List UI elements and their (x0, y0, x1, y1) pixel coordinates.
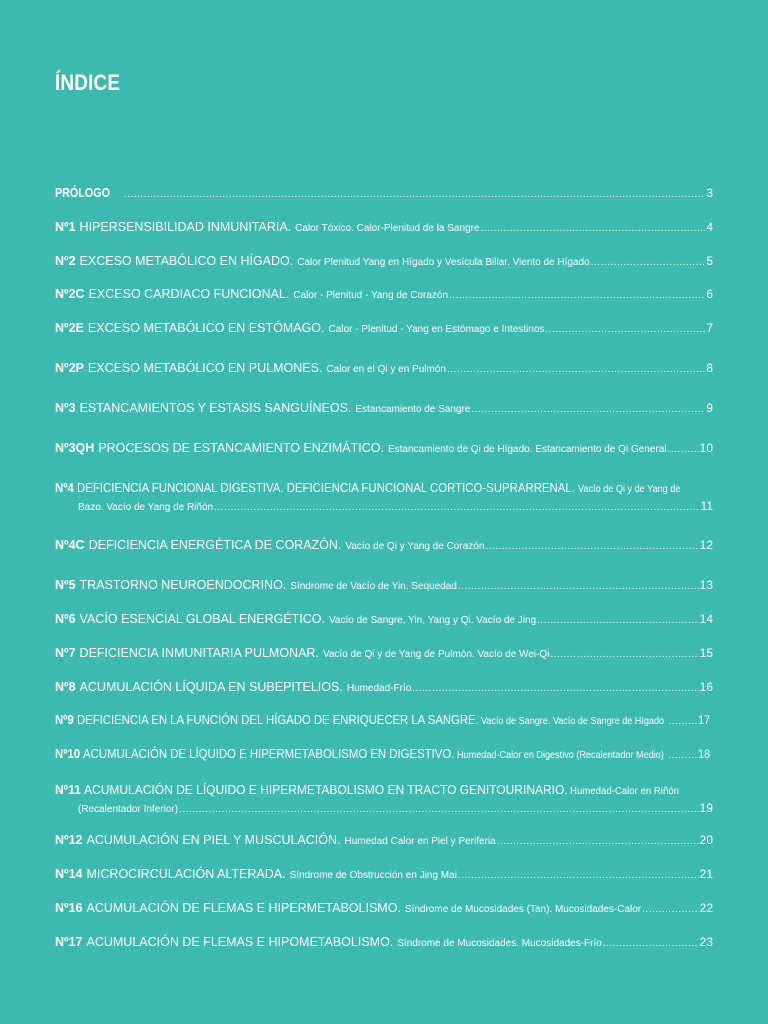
entry-title: DEFICIENCIA EN LA FUNCIÓN DEL HÍGADO DE ENRIQUECER LA SANGRE. (76, 713, 479, 727)
entry-title: ACUMULACIÓN LÍQUIDA EN SUBEPITELIOS. (79, 680, 343, 694)
page-number: 10 (699, 441, 713, 455)
entry-title: ACUMULACIÓN DE FLEMAS E HIPERMETABOLISMO. (86, 901, 401, 915)
entry-subtitle: Vacío de Qi y Yang de Corazón (345, 541, 485, 552)
entry-subtitle: Vacío de Qi y de Yang de Pulmón. Vacío de Wei-Qi (322, 649, 550, 660)
dot-leader (481, 220, 706, 238)
entry-code: Nº4 (55, 481, 74, 495)
entry-subtitle: Calor Tóxico. Calor-Plenitud de la Sangre (295, 223, 480, 234)
page-number: 7 (706, 321, 713, 335)
entry-code: Nº2 (55, 254, 76, 268)
toc-entry-n4c[interactable] (55, 536, 713, 554)
entry-title: EXCESO CARDIACO FUNCIONAL. (88, 287, 290, 301)
entry-code: Nº14 (55, 867, 83, 881)
entry-title: DEFICIENCIA INMUNITARIA PULMONAR. (79, 646, 319, 660)
page-number: 8 (706, 361, 713, 375)
entry-code: Nº9 (55, 713, 74, 727)
dot-leader (591, 254, 706, 272)
entry-code: Nº3QH (55, 441, 95, 455)
dot-leader (545, 321, 705, 339)
entry-code: Nº3 (55, 401, 76, 415)
toc-entry-n1[interactable] (55, 218, 713, 236)
entry-subtitle: Calor en el Qi y en Pulmón (326, 364, 446, 375)
entry-subtitle: Estancamiento de Qi de Hígado. Estancamiento de Qi General (387, 444, 667, 455)
toc-entry-n4[interactable] (55, 479, 713, 515)
dot-leader (603, 935, 699, 953)
entry-subtitle: Síndrome de Obstrucción en Jing Mai (289, 870, 457, 881)
page-number: 9 (706, 401, 713, 415)
page-number: 21 (699, 867, 713, 881)
entry-title: DEFICIENCIA FUNCIONAL DIGESTIVA. DEFICIENCIA FUNCIONAL CORTICO-SUPRARRENAL. (76, 481, 575, 495)
toc-entry-n2[interactable] (55, 252, 713, 270)
entry-subtitle: Humedad-Frío (346, 683, 412, 694)
entry-title: ACUMULACIÓN EN PIEL Y MUSCULACIÓN. (86, 833, 341, 847)
entry-code: Nº5 (55, 578, 76, 592)
page-title: ÍNDICE (55, 70, 121, 95)
toc-entry-n2p[interactable] (55, 359, 713, 377)
entry-code: Nº10 (55, 747, 81, 761)
entry-code: PRÓLOGO (55, 186, 110, 200)
toc-entry-n16[interactable] (55, 899, 713, 917)
toc-entry-n5[interactable] (55, 576, 713, 594)
entry-title: ACUMULACIÓN DE LÍQUIDO E HIPERMETABOLISMO EN TRACTO GENITOURINARIO. (83, 783, 568, 797)
dot-leader (485, 538, 698, 556)
entry-code: Nº4C (55, 538, 85, 552)
entry-title: ESTANCAMIENTOS Y ESTASIS SANGUÍNEOS. (79, 401, 352, 415)
toc-entry-n9[interactable] (55, 711, 713, 729)
entry-title: ACUMULACIÓN DE LÍQUIDO E HIPERMETABOLISMO EN DIGESTIVO. (83, 747, 455, 761)
entry-code: Nº2E (55, 321, 84, 335)
entry-subtitle: Calor Plenitud Yang en Hígado y Vesícula Biliar. Viento de Hígado (297, 257, 590, 268)
dot-leader (642, 901, 699, 919)
page-number: 12 (699, 538, 713, 552)
toc-entry-n11[interactable] (55, 781, 713, 817)
page-number: 14 (699, 612, 713, 626)
dot-leader (214, 499, 699, 517)
entry-title: ACUMULACIÓN DE FLEMAS E HIPOMETABOLISMO. (86, 935, 394, 949)
dot-leader (458, 578, 699, 596)
entry-subtitle: Humedad-Calor en Digestivo (Recalentador Medio) (457, 750, 665, 761)
page-number: 23 (699, 935, 713, 949)
toc-entry-n3qh[interactable] (55, 439, 713, 457)
dot-leader (667, 441, 698, 459)
page-number: 13 (699, 578, 713, 592)
entry-title: MICROCIRCULACIÓN ALTERADA. (86, 867, 286, 881)
toc-entry-n10[interactable] (55, 745, 713, 763)
dot-leader (458, 867, 699, 885)
entry-code: Nº12 (55, 833, 83, 847)
toc-entry-n6[interactable] (55, 610, 713, 628)
toc-entry-prologo[interactable] (55, 184, 713, 202)
entry-title: EXCESO METABÓLICO EN HÍGADO. (79, 254, 294, 268)
page-number: 6 (706, 287, 713, 301)
entry-title: DEFICIENCIA ENERGÉTICA DE CORAZÓN. (88, 538, 342, 552)
toc-entry-n14[interactable] (55, 865, 713, 883)
entry-subtitle-continued: Bazo. Vacío de Yang de Riñón (78, 502, 214, 513)
toc-entry-n3[interactable] (55, 399, 713, 417)
entry-title: VACÍO ESENCIAL GLOBAL ENERGÉTICO. (79, 612, 325, 626)
entry-code: Nº16 (55, 901, 83, 915)
entry-subtitle: Síndrome de Vacío de Yin. Sequedad (290, 581, 457, 592)
entry-code: Nº6 (55, 612, 76, 626)
page-number: 16 (699, 680, 713, 694)
dot-leader (550, 646, 698, 664)
entry-code: Nº2C (55, 287, 85, 301)
entry-subtitle: Síndrome de Mucosidades (Tan). Mucosidades-Calor (404, 904, 642, 915)
page-number: 3 (706, 186, 713, 200)
dot-leader (471, 401, 705, 419)
page-number: 11 (700, 499, 713, 513)
entry-title: TRASTORNO NEUROENDOCRINO. (79, 578, 287, 592)
toc-entry-n2e[interactable] (55, 319, 713, 337)
toc-entry-n12[interactable] (55, 831, 713, 849)
entry-subtitle: Vacío de Qi y de Yang de (577, 484, 681, 495)
entry-title: HIPERSENSIBILIDAD INMUNITARIA. (79, 220, 292, 234)
dot-leader (449, 287, 705, 305)
entry-subtitle: Humedad Calor en Piel y Periferia (344, 836, 496, 847)
entry-subtitle: Síndrome de Mucosidades. Mucosidades-Frío (397, 938, 602, 949)
entry-title: PROCESOS DE ESTANCAMIENTO ENZIMÁTICO. (98, 441, 384, 455)
page-number: 17 (697, 713, 711, 727)
entry-subtitle: Estancamiento de Sangre (355, 404, 471, 415)
entry-code: Nº17 (55, 935, 83, 949)
entry-subtitle: Calor - Plenitud - Yang de Corazón (293, 290, 449, 301)
dot-leader (497, 833, 699, 851)
entry-code: Nº7 (55, 646, 76, 660)
dot-leader (447, 361, 705, 379)
entry-code: Nº11 (55, 783, 81, 797)
entry-subtitle-continued: (Recalentador Inferior) (78, 804, 179, 815)
entry-code: Nº2P (55, 361, 84, 375)
dot-leader (668, 713, 697, 731)
page-number: 22 (699, 901, 713, 915)
entry-subtitle: Humedad-Calor en Riñón (570, 786, 680, 797)
entry-title: EXCESO METABÓLICO EN PULMONES. (87, 361, 323, 375)
page-number: 20 (699, 833, 713, 847)
dot-leader (537, 612, 698, 630)
toc-entry-n7[interactable] (55, 644, 713, 662)
entry-title: EXCESO METABÓLICO EN ESTÓMAGO. (87, 321, 325, 335)
entry-subtitle: Vacío de Sangre, Yin, Yang y Qi. Vacío de Jing (328, 615, 537, 626)
page-number: 4 (706, 220, 713, 234)
dot-leader (124, 186, 705, 204)
dot-leader (668, 747, 697, 765)
page-number: 18 (697, 747, 711, 761)
toc-entry-n8[interactable] (55, 678, 713, 696)
entry-code: Nº1 (55, 220, 76, 234)
entry-subtitle: Vacío de Sangre. Vacío de Sangre de Hígado (481, 716, 665, 727)
page-number: 15 (699, 646, 713, 660)
page-number: 19 (699, 801, 713, 815)
toc-entry-n2c[interactable] (55, 285, 713, 303)
dot-leader (179, 801, 699, 819)
entry-code: Nº8 (55, 680, 76, 694)
dot-leader (412, 680, 698, 698)
page-number: 5 (706, 254, 713, 268)
toc-entry-n17[interactable] (55, 933, 713, 951)
entry-subtitle: Calor - Plenitud - Yang en Estómago e Intestinos (328, 324, 545, 335)
